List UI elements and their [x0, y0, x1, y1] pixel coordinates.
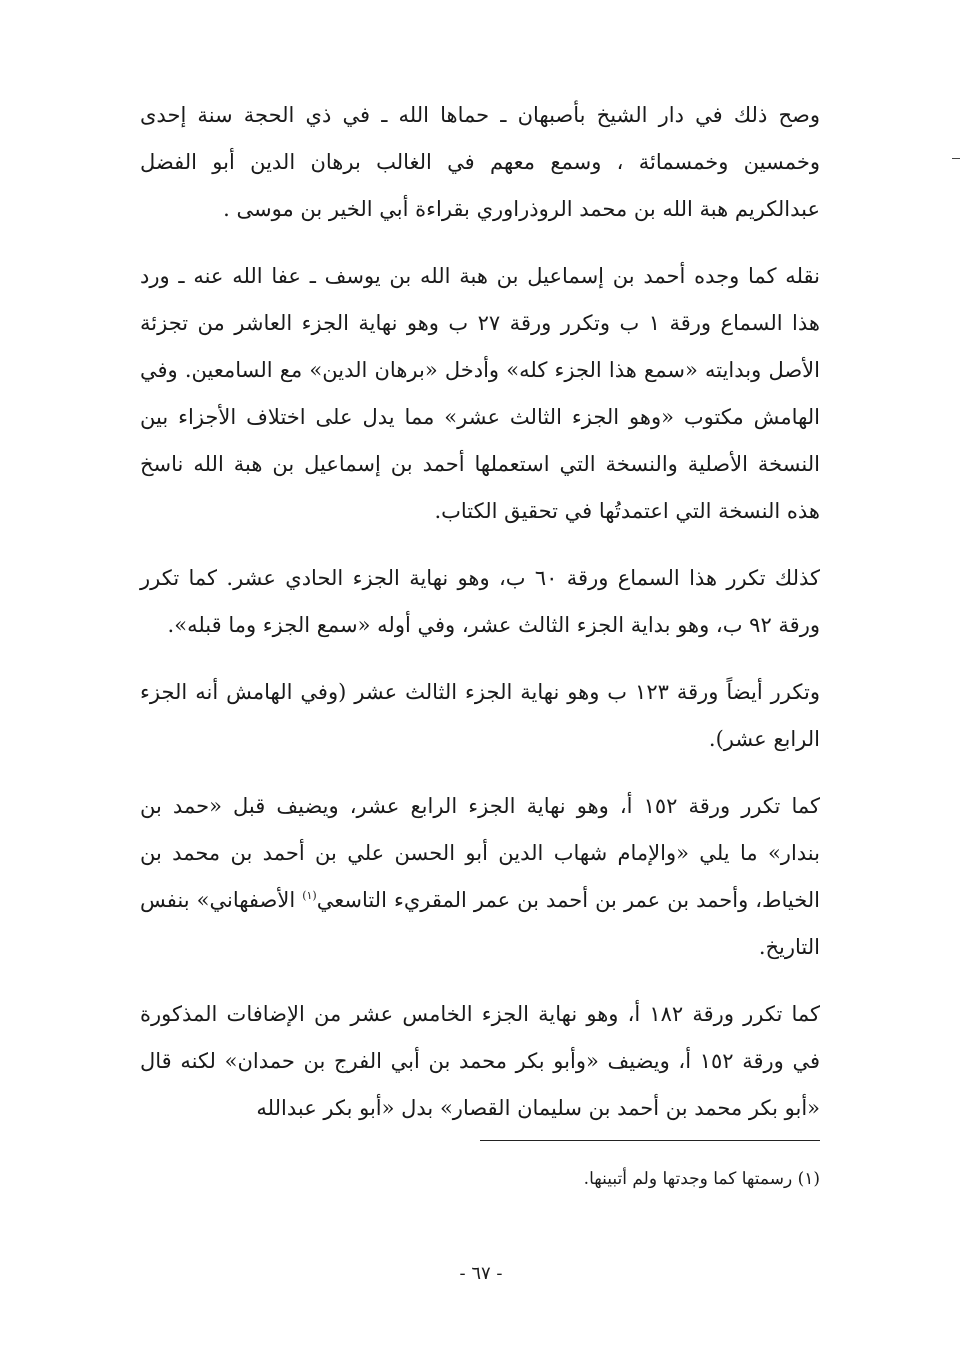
paragraph: وتكرر أيضاً ورقة ١٢٣ ب وهو نهاية الجزء الثالث عشر (وفي الهامش أنه الجزء الرابع عشر). — [140, 680, 820, 751]
paragraph: كما تكرر ورقة ١٨٢ أ، وهو نهاية الجزء الخامس عشر من الإضافات المذكورة في ورقة ١٥٢ أ، ويضيف «وأبو بكر محمد بن أبي الفرج بن حمدان» لكنه قال «أبو بكر محمد بن أحمد بن سليمان القصار» بدل «أبو بكر عبدالله — [140, 1002, 820, 1120]
page-number: - ٦٧ - — [459, 1263, 503, 1284]
paragraph-with-footnote-ref — [140, 783, 820, 971]
footnote-divider — [480, 1140, 820, 1141]
footnote-reference: (١) — [302, 889, 317, 902]
footnote: (١) رسمتها كما وجدتها ولم أتبينها. — [583, 1169, 820, 1189]
margin-mark — [952, 158, 960, 159]
paragraph: وصح ذلك في دار الشيخ بأصبهان ـ حماها الله ـ في ذي الحجة سنة إحدى وخمسين وخمسمائة ، وسمع معهم في الغالب برهان الدين أبو الفضل عبدالكريم هبة الله بن محمد الروذراوري بقراءة أبي الخير بن موسى . — [140, 103, 820, 221]
paragraph-text-part: الأصفهاني» بنفس التاريخ. — [140, 888, 820, 959]
paragraph: كذلك تكرر هذا السماع ورقة ٦٠ ب، وهو نهاية الجزء الحادي عشر. كما تكرر ورقة ٩٢ ب، وهو بداية الجزء الثالث عشر، وفي أوله «سمع الجزء وما قبله». — [140, 566, 821, 637]
main-text — [140, 92, 820, 1132]
paragraph: نقله كما وجده أحمد بن إسماعيل بن هبة الله بن يوسف ـ عفا الله عنه ـ ورد هذا السماع ورقة ١ ب وتكرر ورقة ٢٧ ب وهو نهاية الجزء العاشر من تجزئة الأصل وبدايته «سمع هذا الجزء كله» وأدخل «برهان الدين» مع السامعين. وفي الهامش مكتوب «وهو الجزء الثالث عشر» مما يدل على اختلاف الأجزاء بين النسخة الأصلية والنسخة التي استعملها أحمد بن إسماعيل بن هبة الله ناسخ هذه النسخة التي اعتمدتُها في تحقيق الكتاب. — [140, 264, 820, 523]
paragraph-text-part: كما تكرر ورقة ١٥٢ أ، وهو نهاية الجزء الرابع عشر، ويضيف قبل «حمد بن بندار» ما يلي «والإمام شهاب الدين أبو الحسن علي بن أحمد بن محمد بن الخياط، وأحمد بن عمر بن أحمد بن عمر المقريء التاسعي — [140, 794, 821, 912]
